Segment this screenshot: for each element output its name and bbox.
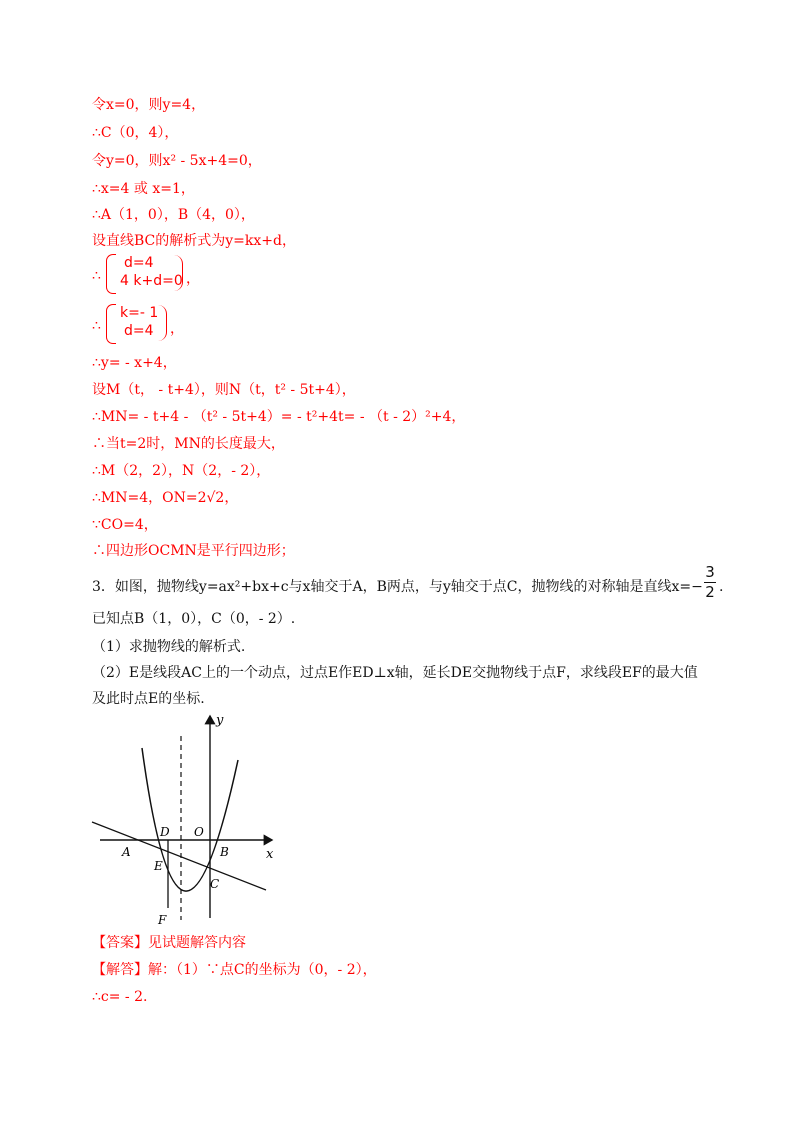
solution-line: ∵CO=4， [92,517,158,533]
left-brace [106,254,116,294]
system-equation: k=- 1 [120,305,159,321]
solution-line: 令x=0，则y=4， [92,97,206,113]
fraction-numerator: 3 [705,563,715,581]
period: . [719,579,724,595]
system-equation: d=4 [124,323,154,339]
label-y: y [216,713,224,728]
comma: ， [186,271,200,287]
problem-statement: 3．如图，抛物线y=ax²+bx+c与x轴交于A，B两点，与y轴交于点C，抛物线的对称轴是直线x=− [92,579,703,595]
problem-part-2: （2）E是线段AC上的一个动点，过点E作ED⊥x轴，延长DE交抛物线于点F，求线段EF的最大值 [92,665,698,681]
label-c: C [210,877,220,891]
analysis-line: 【解答】解：（1）∵点C的坐标为（0，- 2）， [92,962,377,978]
solution-line: 设M（t， - t+4），则N（t，t² - 5t+4）， [92,382,356,398]
system-equation: 4 k+d=0 [120,273,183,289]
label-e: E [154,859,163,873]
solution-line: ∴C（0，4）， [92,125,179,141]
problem-part-1: （1）求抛物线的解析式. [92,639,246,655]
right-paren [174,255,183,291]
label-x: x [266,847,274,862]
solution-line: ∴c= - 2. [92,989,148,1005]
solution-line: ∴x=4 或 x=1， [92,181,195,197]
label-d: D [160,825,170,839]
solution-line: ∴MN=4，ON=2√2， [92,490,239,506]
parabola-figure [88,712,288,930]
left-brace [106,304,116,344]
label-b: B [220,845,229,859]
problem-given: 已知点B（1，0），C（0，- 2）. [92,611,296,627]
therefore-symbol: ∴ [92,318,101,334]
answer-line: 【答案】见试题解答内容 [92,935,246,951]
problem-part-2-cont: 及此时点E的坐标. [92,691,205,707]
right-paren [158,305,167,341]
label-o: O [194,825,204,839]
label-f: F [158,913,167,927]
solution-line: ∴y= - x+4， [92,355,177,371]
fraction-denominator: 2 [705,583,715,601]
solution-line: 设直线BC的解析式为y=kx+d， [92,233,296,249]
system-equation: d=4 [124,255,154,271]
equation-system-2 [92,304,212,344]
label-a: A [122,845,131,859]
fraction [704,564,716,601]
solution-line: ∴M（2，2），N（2，- 2）， [92,463,271,479]
solution-line: ∴A（1，0），B（4，0）， [92,207,255,223]
solution-line: ∴四边形OCMN是平行四边形； [92,543,295,559]
solution-line: 令y=0，则x² - 5x+4=0， [92,153,262,169]
solution-line: ∴MN= - t+4 - （t² - 5t+4）= - t²+4t= - （t - 2）²+4， [92,409,466,425]
solution-line: ∴当t=2时，MN的长度最大， [92,436,285,452]
equation-system-1 [92,254,212,294]
comma: ， [170,321,184,337]
therefore-symbol: ∴ [92,268,101,284]
line-ac [92,822,266,890]
